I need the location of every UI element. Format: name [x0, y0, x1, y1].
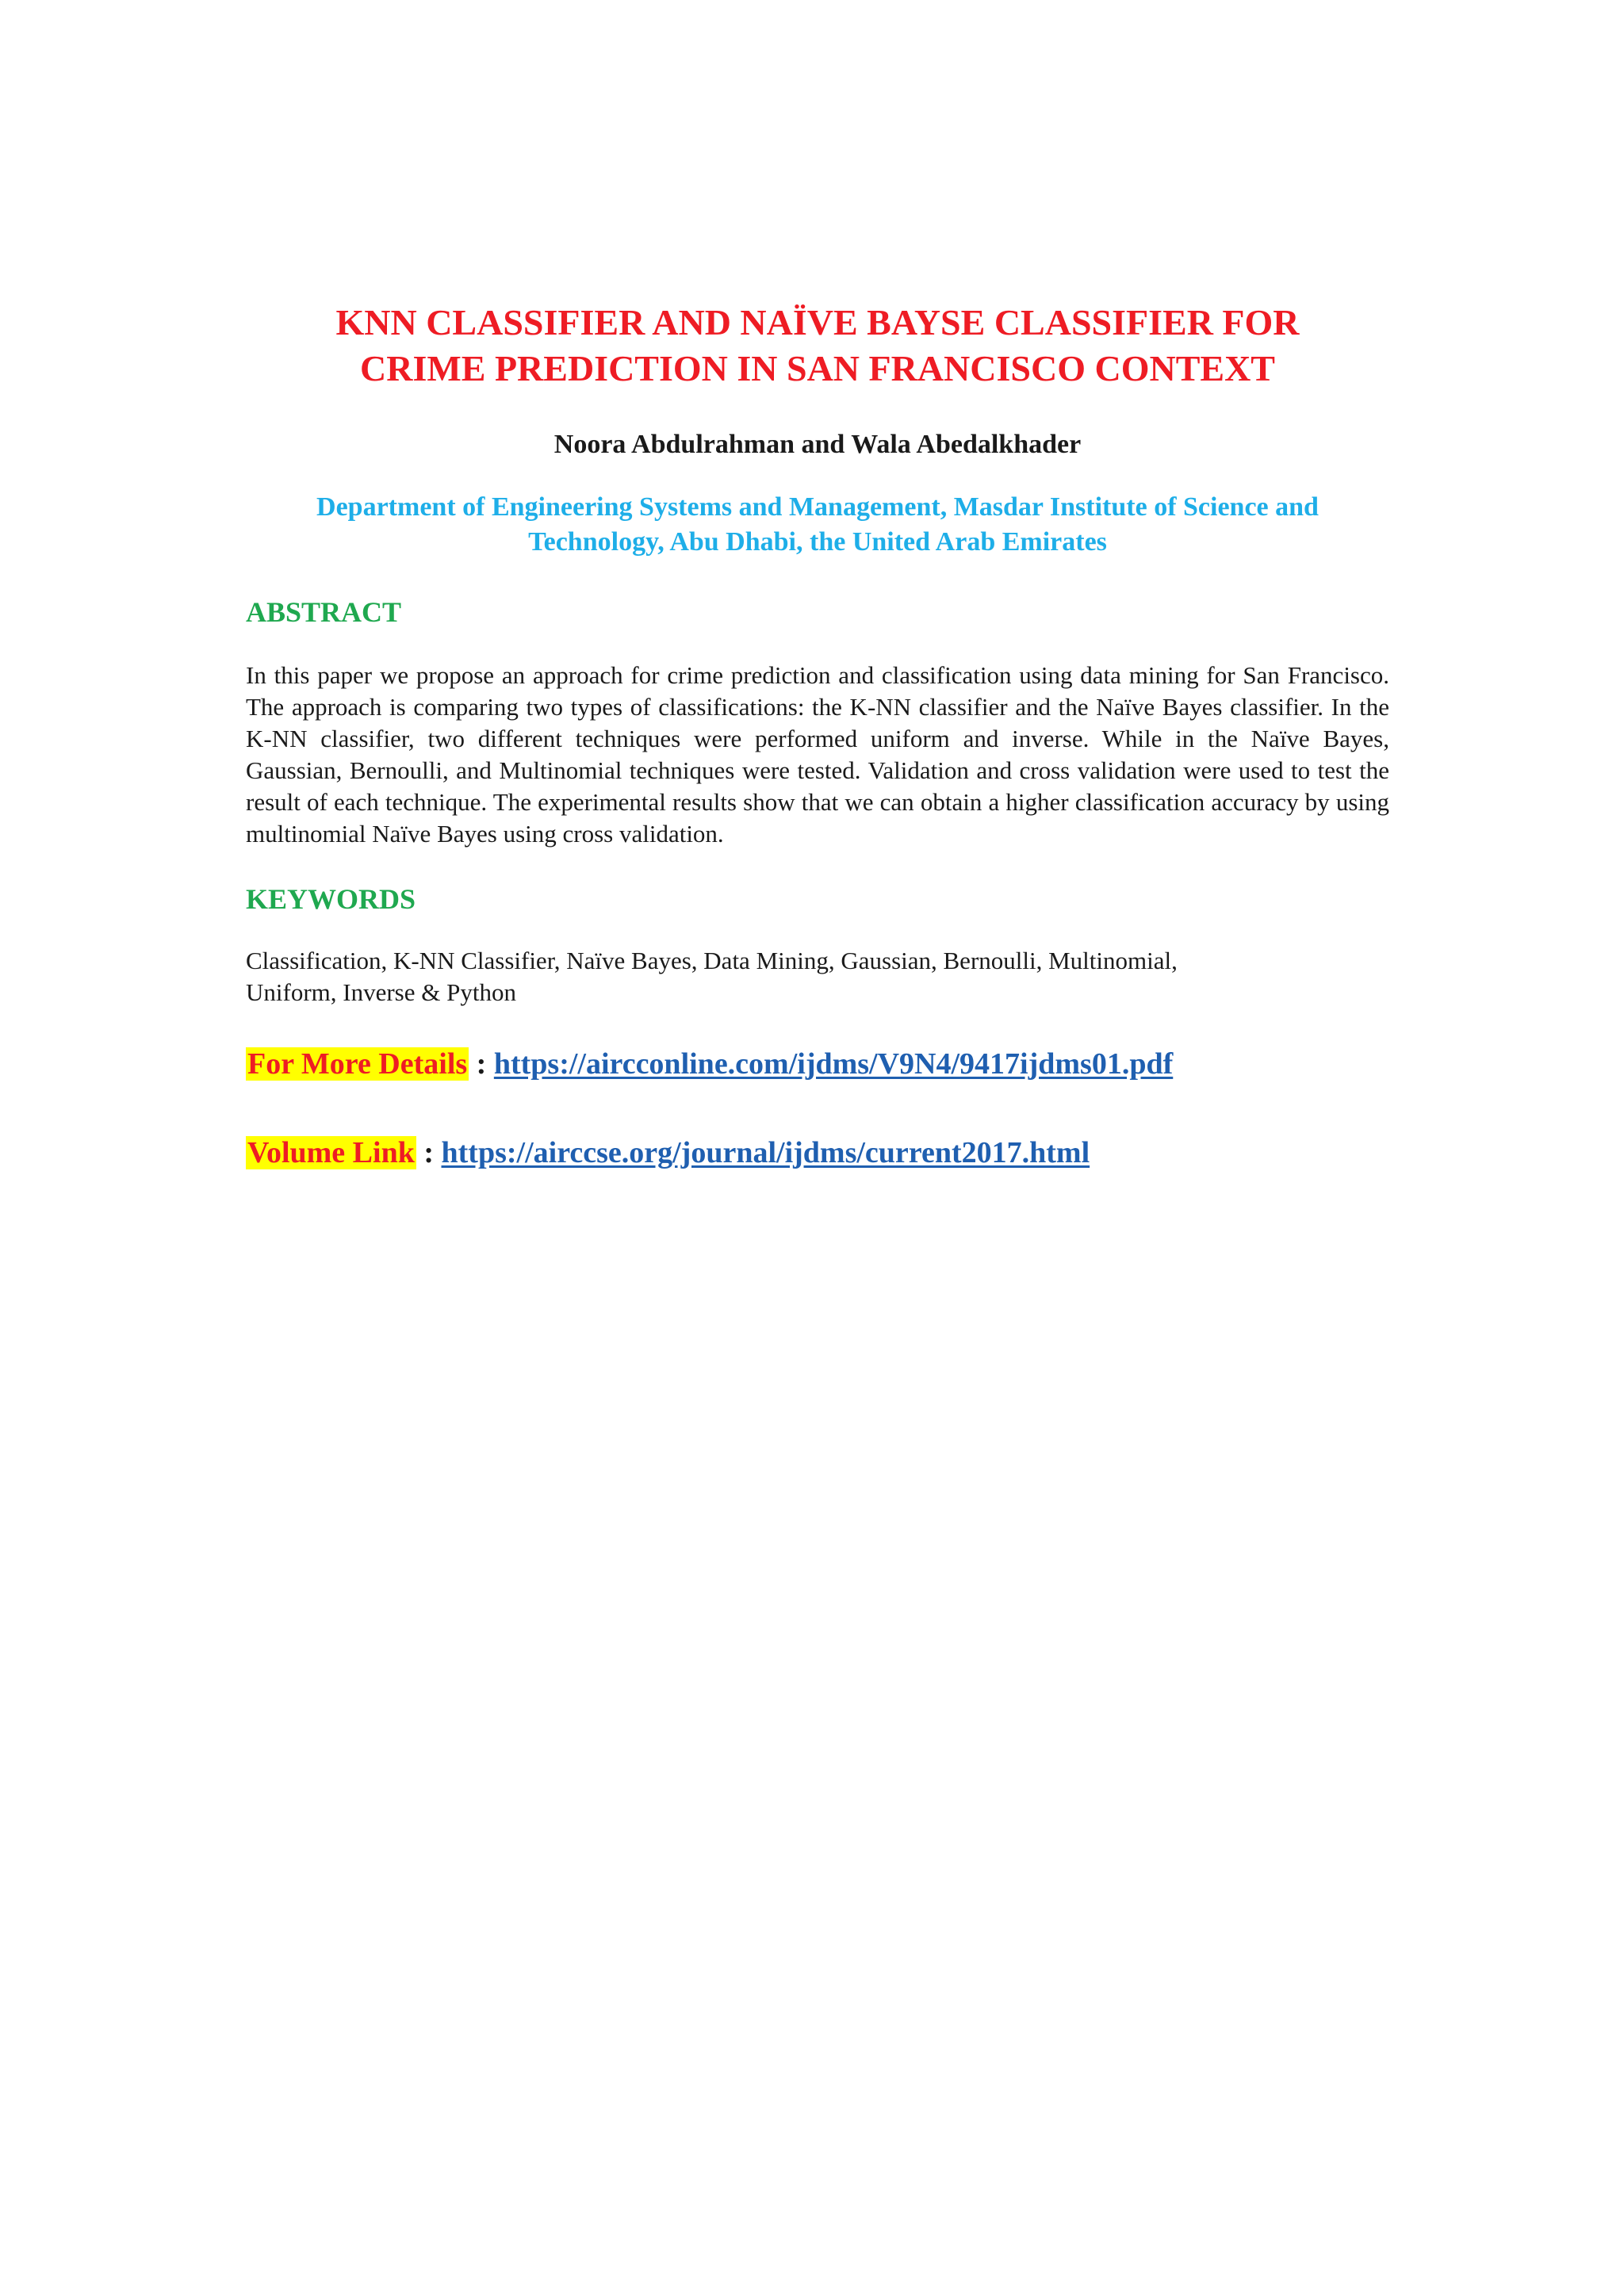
- affiliation-line-2: Technology, Abu Dhabi, the United Arab Emirates: [528, 527, 1107, 557]
- affiliation: [246, 490, 1389, 560]
- keywords-line-1: Classification, K-NN Classifier, Naïve Bayes, Data Mining, Gaussian, Bernoulli, Multinomial,: [246, 947, 1178, 974]
- volume-link-line: [246, 1134, 1389, 1172]
- details-link[interactable]: https://aircconline.com/ijdms/V9N4/9417ijdms01.pdf: [493, 1047, 1174, 1081]
- authors: Noora Abdulrahman and Wala Abedalkhader: [553, 430, 1082, 459]
- affiliation-line-1: Department of Engineering Systems and Management, Masdar Institute of Science and: [316, 492, 1319, 522]
- volume-label: Volume Link: [247, 1136, 415, 1169]
- title-line-2: CRIME PREDICTION IN SAN FRANCISCO CONTEXT: [360, 348, 1275, 388]
- keywords-heading: KEYWORDS: [246, 883, 416, 915]
- details-separator: :: [469, 1047, 494, 1081]
- details-label: For More Details: [247, 1047, 468, 1081]
- title-line-1: KNN CLASSIFIER AND NAÏVE BAYSE CLASSIFIER FOR: [335, 302, 1300, 342]
- volume-link[interactable]: https://airccse.org/journal/ijdms/current2017.html: [441, 1136, 1090, 1169]
- abstract-heading: ABSTRACT: [246, 596, 402, 628]
- paper-content: [246, 300, 1389, 1172]
- abstract-text: In this paper we propose an approach for crime prediction and classification using data mining for San Francisco. The approach is comparing two types of classifications: the K-NN classifier and the Naïve Bayes classifier. In the K-NN classifier, two different techniques were performed uniform and inverse. While in the Naïve Bayes, Gaussian, Bernoulli, and Multinomial techniques were tested. Validation and cross validation were used to test the result of each technique. The experimental results show that we can obtain a higher classification accuracy by using multinomial Naïve Bayes using cross validation.: [246, 661, 1389, 848]
- volume-separator: :: [416, 1136, 442, 1169]
- keywords-text: [246, 945, 1389, 1008]
- keywords-line-2: Uniform, Inverse & Python: [246, 978, 516, 1006]
- details-link-line: [246, 1045, 1389, 1083]
- paper-title: [246, 300, 1389, 392]
